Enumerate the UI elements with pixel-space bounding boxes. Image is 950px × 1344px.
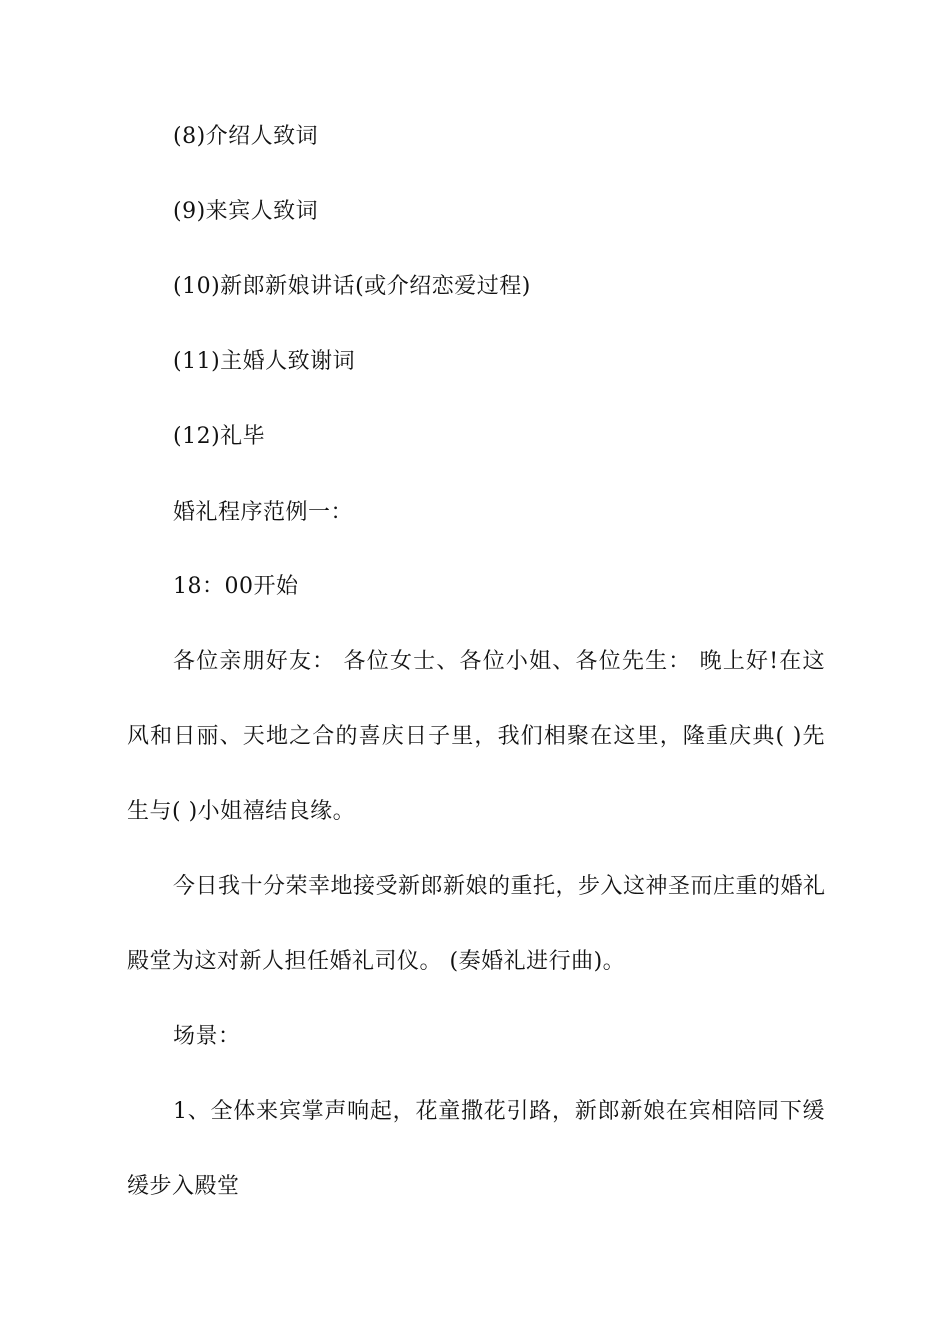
program-item-10: (10)新郎新娘讲话(或介绍恋爱过程)	[173, 274, 531, 299]
scene-item-1-line-1: 1、全体来宾掌声响起，花童撒花引路，新郎新娘在宾相陪同下缓	[173, 1099, 825, 1124]
greeting-paragraph-line-2: 风和日丽、天地之合的喜庆日子里，我们相聚在这里，隆重庆典( )先	[127, 724, 825, 749]
section-title: 婚礼程序范例一：	[173, 500, 354, 525]
program-item-11: (11)主婚人致谢词	[173, 349, 356, 374]
host-paragraph-line-2: 殿堂为这对新人担任婚礼司仪。 (奏婚礼进行曲)。	[127, 949, 626, 974]
greeting-paragraph-line-1: 各位亲朋好友： 各位女士、各位小姐、各位先生： 晚上好!在这	[173, 649, 825, 674]
program-item-12: (12)礼毕	[173, 424, 266, 449]
greeting-paragraph-line-3: 生与( )小姐禧结良缘。	[127, 799, 356, 824]
host-paragraph-line-1: 今日我十分荣幸地接受新郎新娘的重托，步入这神圣而庄重的婚礼	[173, 874, 826, 899]
scene-label: 场景：	[173, 1024, 241, 1049]
program-item-9: (9)来宾人致词	[173, 199, 319, 224]
scene-item-1-line-2: 缓步入殿堂	[127, 1174, 240, 1199]
program-item-8: (8)介绍人致词	[173, 124, 319, 149]
start-time: 18：00开始	[173, 574, 299, 599]
